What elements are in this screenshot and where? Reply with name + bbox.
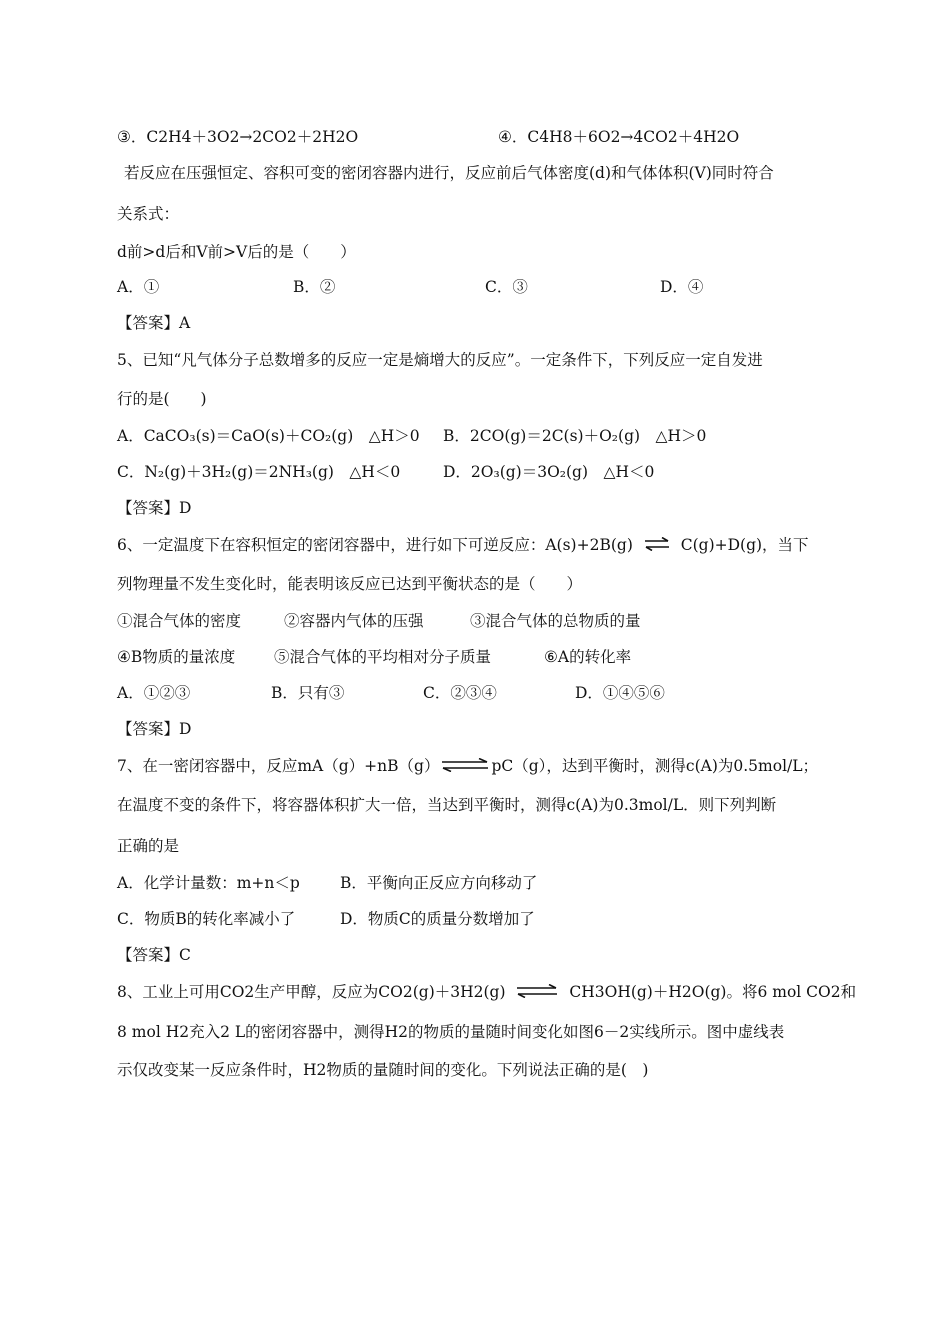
q7-answer: 【答案】C — [117, 946, 191, 964]
q5-answer: 【答案】D — [117, 499, 192, 517]
q4-option-3: ③．C2H4＋3O2→2CO2＋2H2O — [117, 128, 359, 146]
q4-stem-line3: d前>d后和V前>V后的是（ ） — [117, 243, 356, 261]
q6-item-3: ③混合气体的总物质的量 — [470, 612, 641, 630]
q7-stem-line2: 在温度不变的条件下，将容器体积扩大一倍，当达到平衡时，测得c(A)为0.3mol/L．则下列判断 — [117, 796, 777, 814]
q6-item-5: ⑤混合气体的平均相对分子质量 — [274, 648, 492, 666]
q6-choice-d: D．①④⑤⑥ — [575, 684, 665, 702]
q7-stem-part1: 7、在一密闭容器中，反应mA（g）+nB（g） — [117, 757, 440, 775]
q6-answer: 【答案】D — [117, 720, 192, 738]
q7-stem-line1 — [117, 756, 818, 777]
q4-choice-d: D．④ — [660, 278, 704, 296]
q4-option-4: ④．C4H8＋6O2→4CO2＋4H2O — [498, 128, 740, 146]
q6-item-2: ②容器内气体的压强 — [284, 612, 424, 630]
q6-item-4: ④B物质的量浓度 — [117, 648, 236, 666]
q8-stem-line2: 8 mol H2充入2 L的密闭容器中，测得H2的物质的量随时间变化如图6－2实线所示。图中虚线表 — [117, 1023, 785, 1041]
q5-choice-c: C．N₂(g)＋3H₂(g)＝2NH₃(g) △H＜0 — [117, 463, 401, 481]
q6-stem-line2: 列物理量不发生变化时，能表明该反应已达到平衡状态的是（ ） — [117, 575, 583, 593]
q7-choice-b: B．平衡向正反应方向移动了 — [340, 874, 538, 892]
equilibrium-arrow-icon — [441, 757, 489, 777]
q6-stem-part2: C(g)+D(g)，当下 — [680, 536, 809, 554]
q7-stem-part2: pC（g），达到平衡时，测得c(A)为0.5mol/L； — [491, 757, 819, 775]
q5-choice-b: B．2CO(g)＝2C(s)＋O₂(g) △H＞0 — [443, 427, 707, 445]
q8-stem-line3: 示仅改变某一反应条件时，H2物质的量随时间的变化。下列说法正确的是( ) — [117, 1061, 649, 1079]
q7-choice-a: A．化学计量数：m+n＜p — [117, 874, 300, 892]
q5-choice-d: D．2O₃(g)＝3O₂(g) △H＜0 — [443, 463, 655, 481]
q7-choice-c: C．物质B的转化率减小了 — [117, 910, 296, 928]
q4-choice-b: B．② — [293, 278, 336, 296]
q7-stem-line3: 正确的是 — [117, 837, 180, 855]
q6-item-6: ⑥A的转化率 — [544, 648, 632, 666]
q6-item-1: ①混合气体的密度 — [117, 612, 242, 630]
equilibrium-arrow-icon — [644, 536, 670, 556]
q4-choice-a: A．① — [117, 278, 160, 296]
q4-choice-c: C．③ — [485, 278, 528, 296]
q8-stem-part1: 8、工业上可用CO2生产甲醇，反应为CO2(g)＋3H2(g) — [117, 983, 506, 1001]
q7-choice-d: D．物质C的质量分数增加了 — [340, 910, 535, 928]
q6-stem-line1 — [117, 535, 809, 556]
q5-stem-line1: 5、已知“凡气体分子总数增多的反应一定是熵增大的反应”。一定条件下，下列反应一定自发进 — [117, 351, 763, 369]
q6-choice-a: A．①②③ — [117, 684, 191, 702]
q5-stem-line2: 行的是( ) — [117, 390, 207, 408]
q8-stem-part2: CH3OH(g)＋H2O(g)。将6 mol CO2和 — [569, 983, 857, 1001]
q4-stem-line2: 关系式： — [117, 205, 180, 223]
q6-stem-part1: 6、一定温度下在容积恒定的密闭容器中，进行如下可逆反应：A(s)+2B(g) — [117, 536, 633, 554]
q5-choice-a: A．CaCO₃(s)＝CaO(s)＋CO₂(g) △H＞0 — [117, 427, 420, 445]
q6-choice-b: B．只有③ — [271, 684, 345, 702]
q6-choice-c: C．②③④ — [423, 684, 497, 702]
q8-stem-line1 — [117, 982, 856, 1003]
q4-stem-line1: 若反应在压强恒定、容积可变的密闭容器内进行，反应前后气体密度(d)和气体体积(V)同时符合 — [124, 164, 774, 182]
equilibrium-arrow-icon — [516, 983, 558, 1003]
q4-answer: 【答案】A — [117, 314, 191, 332]
